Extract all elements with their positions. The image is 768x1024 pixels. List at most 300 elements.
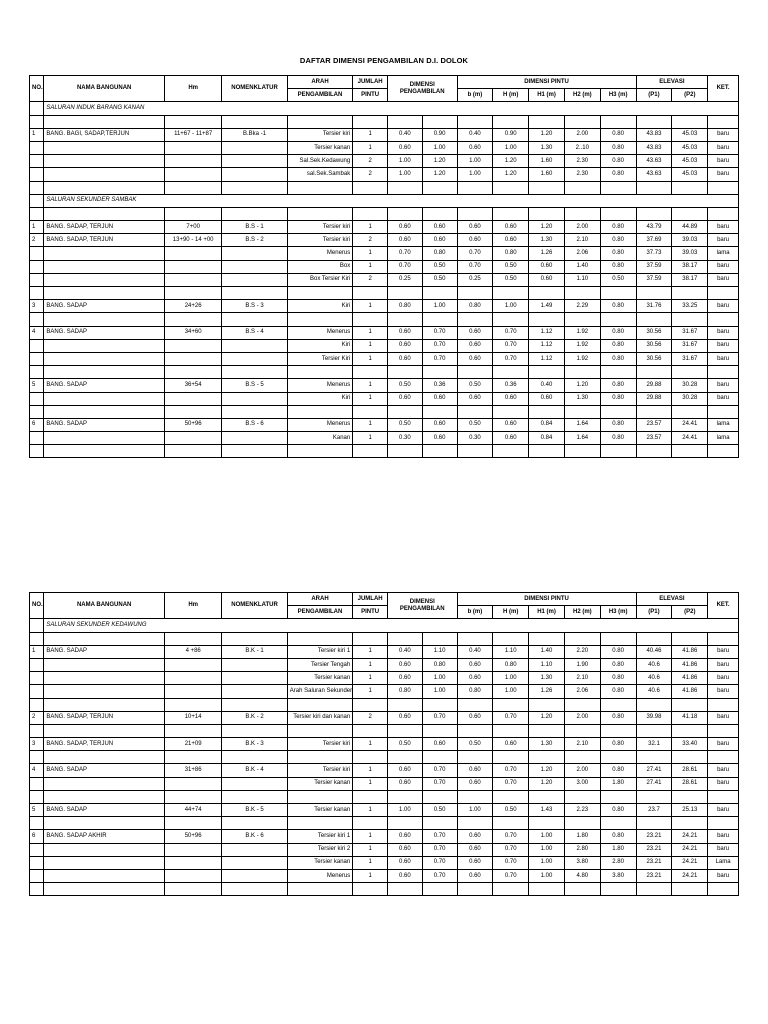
header-arah: ARAH <box>287 76 352 89</box>
empty-cell <box>422 405 457 418</box>
cell-nama-bangunan <box>44 141 165 154</box>
cell-dim-peng-b: 0.60 <box>388 830 423 843</box>
blank-row <box>30 181 739 194</box>
cell-pintu-h: 0.70 <box>493 711 529 724</box>
empty-cell <box>30 366 44 379</box>
empty-cell <box>529 445 565 458</box>
empty-cell <box>44 405 165 418</box>
cell-elevasi-p1: 23.57 <box>636 432 672 445</box>
cell-elevasi-p1: 40.6 <box>636 658 672 671</box>
cell-pintu-h3: 0.80 <box>600 141 636 154</box>
cell-nama-bangunan: BANG. SADAP <box>44 804 165 817</box>
cell-pintu-b: 1.00 <box>457 168 493 181</box>
empty-cell <box>672 287 708 300</box>
cell-dim-peng-b: 0.40 <box>388 645 423 658</box>
cell-elevasi-p2: 25.13 <box>672 804 708 817</box>
cell-pintu-h: 0.70 <box>493 339 529 352</box>
cell-pintu-b: 0.50 <box>457 738 493 751</box>
header-pengambilan: PENGAMBILAN <box>287 89 352 102</box>
cell-no: 1 <box>30 221 44 234</box>
cell-pintu-h: 0.70 <box>493 764 529 777</box>
empty-cell <box>708 632 739 645</box>
table-row <box>30 843 739 856</box>
cell-dim-peng-b: 0.60 <box>388 672 423 685</box>
empty-cell <box>636 287 672 300</box>
cell-pintu-h2: 1.20 <box>564 379 600 392</box>
cell-arah-pengambilan: Tersier kanan <box>287 672 352 685</box>
empty-cell <box>30 698 44 711</box>
header-jumlah: JUMLAH <box>353 76 388 89</box>
cell-pintu-h3: 0.80 <box>600 392 636 405</box>
cell-hm <box>165 672 222 685</box>
cell-pintu-h1: 0.60 <box>529 273 565 286</box>
cell-nomenklatur <box>222 168 287 181</box>
cell-elevasi-p2: 33.25 <box>672 300 708 313</box>
header-p1: (P1) <box>636 89 672 102</box>
empty-cell <box>353 115 388 128</box>
empty-cell <box>44 751 165 764</box>
cell-no <box>30 392 44 405</box>
cell-dim-peng-h: 1.00 <box>422 685 457 698</box>
empty-cell <box>388 632 423 645</box>
header-hm: Hm <box>165 76 222 102</box>
cell-hm <box>165 392 222 405</box>
cell-elevasi-p1: 27.41 <box>636 777 672 790</box>
empty-cell <box>529 883 565 896</box>
cell-elevasi-p2: 24.41 <box>672 432 708 445</box>
cell-pintu-h3: 3.80 <box>600 869 636 882</box>
empty-cell <box>388 405 423 418</box>
cell-dim-peng-h: 0.70 <box>422 830 457 843</box>
cell-nomenklatur: B.S - 2 <box>222 234 287 247</box>
empty-cell <box>708 366 739 379</box>
cell-pintu-b: 1.00 <box>457 155 493 168</box>
cell-nomenklatur <box>222 339 287 352</box>
empty-cell <box>564 790 600 803</box>
cell-elevasi-p2: 24.41 <box>672 418 708 431</box>
cell-dim-peng-h: 0.36 <box>422 379 457 392</box>
cell-jumlah-pintu: 2 <box>353 273 388 286</box>
empty-cell <box>353 817 388 830</box>
cell-elevasi-p2: 41.86 <box>672 658 708 671</box>
empty-cell <box>564 207 600 220</box>
cell-elevasi-p2: 41.18 <box>672 711 708 724</box>
header-pengambilan: PENGAMBILAN <box>287 606 352 619</box>
empty-cell <box>287 445 352 458</box>
cell-dim-peng-b: 0.80 <box>388 300 423 313</box>
cell-ket: baru <box>708 777 739 790</box>
cell-elevasi-p1: 29.88 <box>636 379 672 392</box>
empty-cell <box>353 313 388 326</box>
empty-cell <box>493 698 529 711</box>
cell-dim-peng-h: 0.60 <box>422 234 457 247</box>
cell-elevasi-p1: 43.83 <box>636 128 672 141</box>
cell-nomenklatur <box>222 685 287 698</box>
empty-cell <box>529 724 565 737</box>
empty-cell <box>30 632 44 645</box>
cell-pintu-h3: 2.80 <box>600 856 636 869</box>
cell-ket: baru <box>708 830 739 843</box>
cell-pintu-b: 0.60 <box>457 856 493 869</box>
section-row <box>30 619 739 632</box>
cell-pintu-b: 0.60 <box>457 658 493 671</box>
empty-cell <box>708 207 739 220</box>
cell-elevasi-p1: 23.21 <box>636 856 672 869</box>
cell-no: 4 <box>30 764 44 777</box>
empty-cell <box>672 313 708 326</box>
empty-cell <box>222 632 287 645</box>
empty-cell <box>44 883 165 896</box>
header-nama-bangunan: NAMA BANGUNAN <box>44 593 165 619</box>
dimension-table-1 <box>29 75 739 458</box>
empty-cell <box>708 115 739 128</box>
table-row <box>30 168 739 181</box>
cell-pintu-h3: 0.80 <box>600 352 636 365</box>
empty-cell <box>422 698 457 711</box>
cell-arah-pengambilan: Tersier kiri <box>287 234 352 247</box>
cell-elevasi-p2: 33.40 <box>672 738 708 751</box>
cell-jumlah-pintu: 1 <box>353 843 388 856</box>
header-no: NO. <box>30 593 44 619</box>
cell-pintu-h2: 2.30 <box>564 155 600 168</box>
cell-pintu-b: 0.80 <box>457 685 493 698</box>
cell-pintu-h3: 0.80 <box>600 300 636 313</box>
empty-cell <box>636 724 672 737</box>
empty-cell <box>457 698 493 711</box>
empty-cell <box>564 445 600 458</box>
cell-pintu-h2: 3.80 <box>564 856 600 869</box>
empty-cell <box>222 883 287 896</box>
empty-cell <box>672 883 708 896</box>
empty-cell <box>672 751 708 764</box>
cell-pintu-h3: 0.80 <box>600 830 636 843</box>
cell-dim-peng-h: 0.70 <box>422 764 457 777</box>
empty-cell <box>287 751 352 764</box>
cell-nomenklatur: B.Bka -1 <box>222 128 287 141</box>
table-row <box>30 738 739 751</box>
cell-jumlah-pintu: 1 <box>353 141 388 154</box>
cell-arah-pengambilan: Box Tersier Kiri <box>287 273 352 286</box>
cell-dim-peng-h: 1.20 <box>422 155 457 168</box>
cell-pintu-h3: 1.80 <box>600 843 636 856</box>
cell-elevasi-p2: 39.03 <box>672 234 708 247</box>
cell-pintu-h2: 1.64 <box>564 418 600 431</box>
cell-hm: 13+90 - 14 +00 <box>165 234 222 247</box>
cell-no <box>30 685 44 698</box>
empty-cell <box>493 207 529 220</box>
empty-cell <box>636 751 672 764</box>
cell-hm <box>165 339 222 352</box>
empty-cell <box>493 724 529 737</box>
header-elevasi: ELEVASI <box>636 593 708 606</box>
cell-arah-pengambilan: Sal.Sek.Kedawung <box>287 155 352 168</box>
cell-pintu-h2: 2.10 <box>564 234 600 247</box>
empty-cell <box>30 790 44 803</box>
header-dimensi-pengambilan: DIMENSI PENGAMBILAN <box>388 593 458 619</box>
cell-hm <box>165 843 222 856</box>
cell-nomenklatur: B.K - 3 <box>222 738 287 751</box>
empty-cell <box>457 817 493 830</box>
empty-cell <box>422 790 457 803</box>
cell-nama-bangunan: BANG. SADAP, TERJUN <box>44 711 165 724</box>
cell-no: 6 <box>30 418 44 431</box>
cell-pintu-h1: 1.60 <box>529 155 565 168</box>
cell-no <box>30 141 44 154</box>
cell-dim-peng-h: 0.50 <box>422 260 457 273</box>
cell-arah-pengambilan: Box <box>287 260 352 273</box>
blank-row <box>30 366 739 379</box>
table-row <box>30 418 739 431</box>
cell-pintu-h3: 0.80 <box>600 764 636 777</box>
empty-cell <box>564 883 600 896</box>
cell-pintu-h2: 1.92 <box>564 339 600 352</box>
section-no-cell <box>30 194 44 207</box>
cell-nomenklatur <box>222 141 287 154</box>
cell-nama-bangunan: BANG. SADAP AKHIR <box>44 830 165 843</box>
empty-cell <box>708 883 739 896</box>
cell-pintu-h3: 0.80 <box>600 234 636 247</box>
cell-nama-bangunan <box>44 869 165 882</box>
cell-hm: 50+96 <box>165 418 222 431</box>
table-row <box>30 869 739 882</box>
cell-jumlah-pintu: 1 <box>353 221 388 234</box>
cell-elevasi-p1: 40.46 <box>636 645 672 658</box>
empty-cell <box>44 287 165 300</box>
empty-cell <box>457 790 493 803</box>
cell-hm <box>165 260 222 273</box>
cell-pintu-h2: 2.10 <box>564 672 600 685</box>
cell-pintu-h: 1.00 <box>493 672 529 685</box>
empty-cell <box>493 181 529 194</box>
table-row <box>30 804 739 817</box>
cell-nomenklatur <box>222 260 287 273</box>
table-row <box>30 155 739 168</box>
empty-cell <box>600 287 636 300</box>
cell-pintu-h: 1.00 <box>493 141 529 154</box>
empty-cell <box>672 698 708 711</box>
cell-ket: baru <box>708 273 739 286</box>
cell-dim-peng-b: 0.25 <box>388 273 423 286</box>
cell-dim-peng-b: 0.80 <box>388 685 423 698</box>
empty-cell <box>422 883 457 896</box>
cell-nomenklatur <box>222 672 287 685</box>
empty-cell <box>600 181 636 194</box>
empty-cell <box>636 405 672 418</box>
empty-cell <box>564 366 600 379</box>
cell-pintu-h: 0.90 <box>493 128 529 141</box>
cell-pintu-h2: 2.80 <box>564 843 600 856</box>
empty-cell <box>708 287 739 300</box>
empty-cell <box>353 632 388 645</box>
cell-arah-pengambilan: Tersier kiri <box>287 738 352 751</box>
cell-pintu-h3: 0.80 <box>600 738 636 751</box>
section-title: SALURAN INDUK BARANG KANAN <box>44 102 739 115</box>
cell-pintu-b: 0.60 <box>457 326 493 339</box>
cell-dim-peng-h: 0.70 <box>422 777 457 790</box>
empty-cell <box>600 313 636 326</box>
cell-pintu-h1: 0.60 <box>529 260 565 273</box>
cell-nama-bangunan <box>44 843 165 856</box>
empty-cell <box>353 366 388 379</box>
empty-cell <box>422 724 457 737</box>
empty-cell <box>636 181 672 194</box>
cell-pintu-b: 0.70 <box>457 247 493 260</box>
empty-cell <box>165 632 222 645</box>
empty-cell <box>493 790 529 803</box>
cell-jumlah-pintu: 1 <box>353 830 388 843</box>
empty-cell <box>600 632 636 645</box>
empty-cell <box>493 632 529 645</box>
empty-cell <box>222 313 287 326</box>
empty-cell <box>287 405 352 418</box>
empty-cell <box>636 313 672 326</box>
empty-cell <box>222 445 287 458</box>
header-no: NO. <box>30 76 44 102</box>
cell-arah-pengambilan: Tersier kiri 1 <box>287 645 352 658</box>
cell-pintu-b: 0.70 <box>457 260 493 273</box>
cell-pintu-b: 0.60 <box>457 764 493 777</box>
cell-nomenklatur <box>222 869 287 882</box>
cell-nomenklatur: B.K - 5 <box>222 804 287 817</box>
cell-jumlah-pintu: 1 <box>353 672 388 685</box>
empty-cell <box>165 115 222 128</box>
cell-elevasi-p1: 37.59 <box>636 273 672 286</box>
cell-dim-peng-h: 0.70 <box>422 352 457 365</box>
cell-hm: 36+54 <box>165 379 222 392</box>
cell-arah-pengambilan: Tersier Kiri <box>287 352 352 365</box>
cell-ket: Lama <box>708 856 739 869</box>
cell-arah-pengambilan: Kiri <box>287 300 352 313</box>
table-row <box>30 685 739 698</box>
empty-cell <box>422 366 457 379</box>
cell-pintu-h3: 0.80 <box>600 260 636 273</box>
cell-nama-bangunan <box>44 777 165 790</box>
cell-arah-pengambilan: Tersier kanan <box>287 141 352 154</box>
cell-hm: 21+09 <box>165 738 222 751</box>
cell-dim-peng-b: 0.60 <box>388 352 423 365</box>
empty-cell <box>708 445 739 458</box>
empty-cell <box>493 313 529 326</box>
empty-cell <box>44 817 165 830</box>
cell-elevasi-p2: 28.61 <box>672 777 708 790</box>
cell-jumlah-pintu: 1 <box>353 869 388 882</box>
cell-pintu-h: 1.20 <box>493 155 529 168</box>
cell-no <box>30 155 44 168</box>
cell-pintu-h1: 0.84 <box>529 432 565 445</box>
empty-cell <box>529 366 565 379</box>
empty-cell <box>422 445 457 458</box>
cell-jumlah-pintu: 1 <box>353 260 388 273</box>
empty-cell <box>30 883 44 896</box>
cell-ket: lama <box>708 418 739 431</box>
empty-cell <box>353 790 388 803</box>
blank-row <box>30 790 739 803</box>
cell-nomenklatur <box>222 856 287 869</box>
cell-jumlah-pintu: 1 <box>353 764 388 777</box>
empty-cell <box>708 817 739 830</box>
empty-cell <box>222 181 287 194</box>
empty-cell <box>636 883 672 896</box>
cell-dim-peng-h: 0.50 <box>422 804 457 817</box>
empty-cell <box>222 366 287 379</box>
cell-ket: baru <box>708 764 739 777</box>
empty-cell <box>422 181 457 194</box>
cell-elevasi-p2: 41.86 <box>672 685 708 698</box>
empty-cell <box>44 724 165 737</box>
cell-pintu-h: 0.70 <box>493 777 529 790</box>
empty-cell <box>422 287 457 300</box>
header-dimensi-pintu: DIMENSI PINTU <box>457 76 636 89</box>
cell-elevasi-p1: 43.63 <box>636 168 672 181</box>
cell-nama-bangunan <box>44 856 165 869</box>
cell-nama-bangunan <box>44 273 165 286</box>
cell-pintu-h1: 1.40 <box>529 645 565 658</box>
cell-nama-bangunan <box>44 247 165 260</box>
table-row <box>30 300 739 313</box>
empty-cell <box>457 207 493 220</box>
cell-jumlah-pintu: 1 <box>353 339 388 352</box>
blank-row <box>30 883 739 896</box>
empty-cell <box>422 207 457 220</box>
cell-arah-pengambilan: Tersier kiri dan kanan <box>287 711 352 724</box>
cell-dim-peng-h: 0.90 <box>422 128 457 141</box>
cell-dim-peng-h: 0.70 <box>422 869 457 882</box>
empty-cell <box>529 632 565 645</box>
cell-pintu-h3: 0.80 <box>600 432 636 445</box>
cell-elevasi-p1: 30.56 <box>636 352 672 365</box>
cell-elevasi-p2: 38.17 <box>672 260 708 273</box>
cell-pintu-h2: 1.30 <box>564 392 600 405</box>
empty-cell <box>636 698 672 711</box>
cell-jumlah-pintu: 1 <box>353 658 388 671</box>
empty-cell <box>353 207 388 220</box>
cell-ket: baru <box>708 234 739 247</box>
cell-nama-bangunan: BANG. SADAP <box>44 300 165 313</box>
table-row <box>30 777 739 790</box>
cell-ket: lama <box>708 432 739 445</box>
section-title: SALURAN SEKUNDER KEDAWUNG <box>44 619 739 632</box>
cell-no: 4 <box>30 326 44 339</box>
table-row <box>30 326 739 339</box>
cell-pintu-h2: 2.00 <box>564 128 600 141</box>
cell-no <box>30 432 44 445</box>
cell-nama-bangunan: BANG. SADAP <box>44 418 165 431</box>
cell-ket: baru <box>708 141 739 154</box>
cell-nomenklatur <box>222 432 287 445</box>
cell-pintu-b: 0.60 <box>457 843 493 856</box>
empty-cell <box>287 207 352 220</box>
cell-no <box>30 339 44 352</box>
cell-nama-bangunan <box>44 168 165 181</box>
empty-cell <box>388 115 423 128</box>
empty-cell <box>165 817 222 830</box>
cell-nomenklatur: B.S - 3 <box>222 300 287 313</box>
empty-cell <box>457 883 493 896</box>
cell-arah-pengambilan: Menerus <box>287 869 352 882</box>
cell-pintu-h2: 2.10 <box>564 738 600 751</box>
cell-dim-peng-h: 0.60 <box>422 392 457 405</box>
cell-pintu-b: 0.60 <box>457 352 493 365</box>
empty-cell <box>44 181 165 194</box>
cell-elevasi-p1: 29.88 <box>636 392 672 405</box>
empty-cell <box>287 698 352 711</box>
header-h3: H3 (m) <box>600 89 636 102</box>
cell-elevasi-p2: 39.03 <box>672 247 708 260</box>
cell-no <box>30 869 44 882</box>
cell-pintu-h1: 1.10 <box>529 658 565 671</box>
cell-arah-pengambilan: Menerus <box>287 326 352 339</box>
empty-cell <box>672 181 708 194</box>
